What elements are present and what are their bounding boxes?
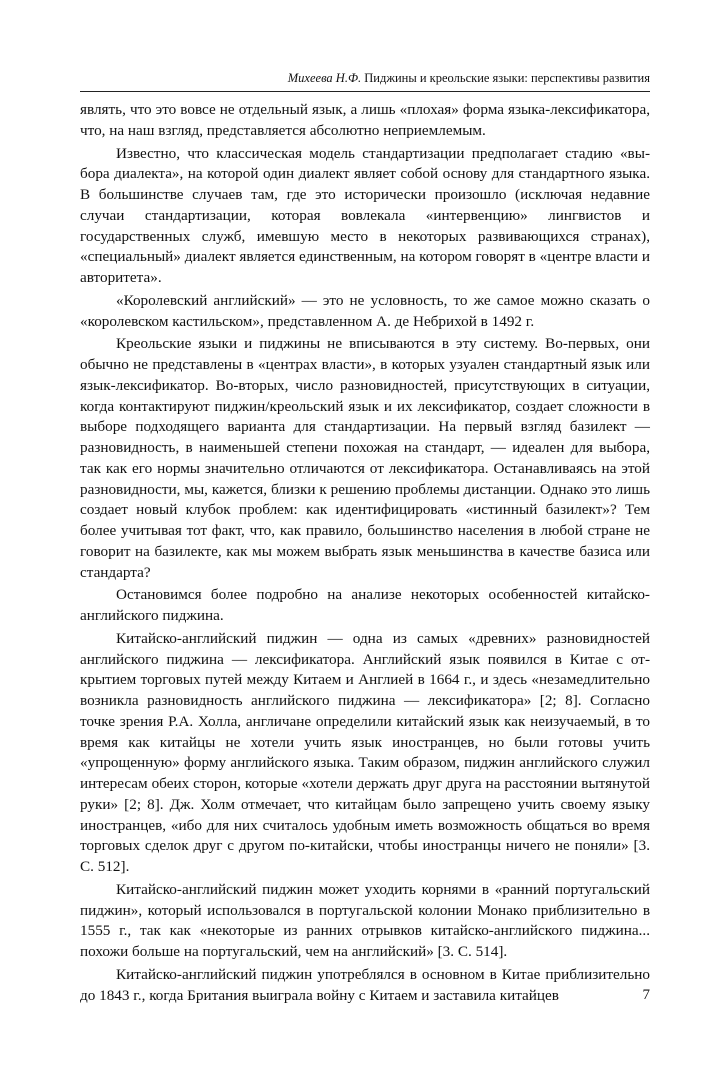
body-text <box>80 100 650 1008</box>
paragraph: являть, что это вовсе не отдельный язык, а лишь «плохая» форма языка-лексификатора, что, на наш взгляд, представляется абсолютно неприемлемым. <box>80 101 650 139</box>
page-number: 7 <box>642 987 650 1003</box>
header-rule <box>80 91 650 92</box>
running-header <box>80 70 650 86</box>
paragraph: Креольские языки и пиджины не вписываются в эту систему. Во-первых, они обычно не представлены в «центрах власти», в которых узуален стандартный язык или язык-лексификатор. Во-вторых, число разновидностей, присутствующих в ситуации, когда контактируют пиджин/креольский язык и их лексификатор, создает сложности в выборе подходящего варианта для стандартизации. На первый взгляд базилект — разновидность, в наименьшей степени похожая на стандарт, — идеален для выбора, так как его нормы значительно отличаются от лексификатора. Останавливаясь на этой разновидности, мы, кажется, близки к решению проблемы дистанции. Однако это лишь создает новый клубок проблем: как идентифицировать «истинный базилект»? Тем более учитывая тот факт, что, как правило, большинство населения в любой стране не говорит на базилекте, как мы можем выбрать язык меньшинства в качестве базиса или стандарта? <box>80 335 650 581</box>
paragraph: Известно, что классическая модель стандартизации предполагает стадию «выбора диалекта», на которой один диалект являет собой основу для стандартного языка. В большинстве случаев там, где это исторически произошло (исключая недавние случаи стандартизации, которая вовлекала «интервенцию» лингвистов и государственных служб, имевшую место в некоторых развивающихся странах), «специальный» диалект является единственным, на котором говорят в «центре власти и авторитета». <box>80 144 650 286</box>
header-title: Пиджины и креольские языки: перспективы развития <box>364 71 650 85</box>
paragraph: Остановимся более подробно на анализе некоторых особенностей китайско-английского пиджина. <box>80 586 650 624</box>
paragraph: «Королевский английский» — это не условность, то же самое можно сказать о «королевском кастильском», представленном А. де Небрихой в 1492 г. <box>80 291 650 330</box>
header-author: Михеева Н.Ф. <box>287 71 362 85</box>
paragraph: Китайско-английский пиджин — одна из самых «древних» разновидностей английского пиджина — лексификатора. Английский язык появился в Китае с открытием торговых путей между Китаем и Англией в 1664 г., и здесь «незамедлительно возникла разновидность английского пиджина — лексификатора» [2; 8]. Согласно точке зрения Р.А. Холла, англичане определили китайский язык как неизучаемый, в то время как китайцы не хотели учить язык иностранцев, но были готовы учить «упрощенную» форму английского языка. Таким образом, пиджин английского служил интересам обеих сторон, которые «хотели держать друг друга на расстоянии вытянутой руки» [2; 8]. Дж. Холм отмечает, что китайцам было запрещено учить своему языку иностранцев, «ибо для них считалось удобным иметь возможность общаться во время торговых сделок друг с другом по-китайски, чтобы иностранцы ничего не поняли» [3. С. 512]. <box>80 629 650 875</box>
paragraph: Китайско-английский пиджин может уходить корнями в «ранний португальский пиджин», который использовался в португальской колонии Монако приблизительно в 1555 г., так как «некоторые из ранних отрывков китайско-английского пиджина... похожи больше на португальский, чем на английский» [3. С. 514]. <box>80 880 650 960</box>
paragraph: Китайско-английский пиджин употреблялся в основном в Китае приблизительно до 1843 г., когда Британия выиграла войну с Китаем и заставила китайцев <box>80 965 650 1004</box>
